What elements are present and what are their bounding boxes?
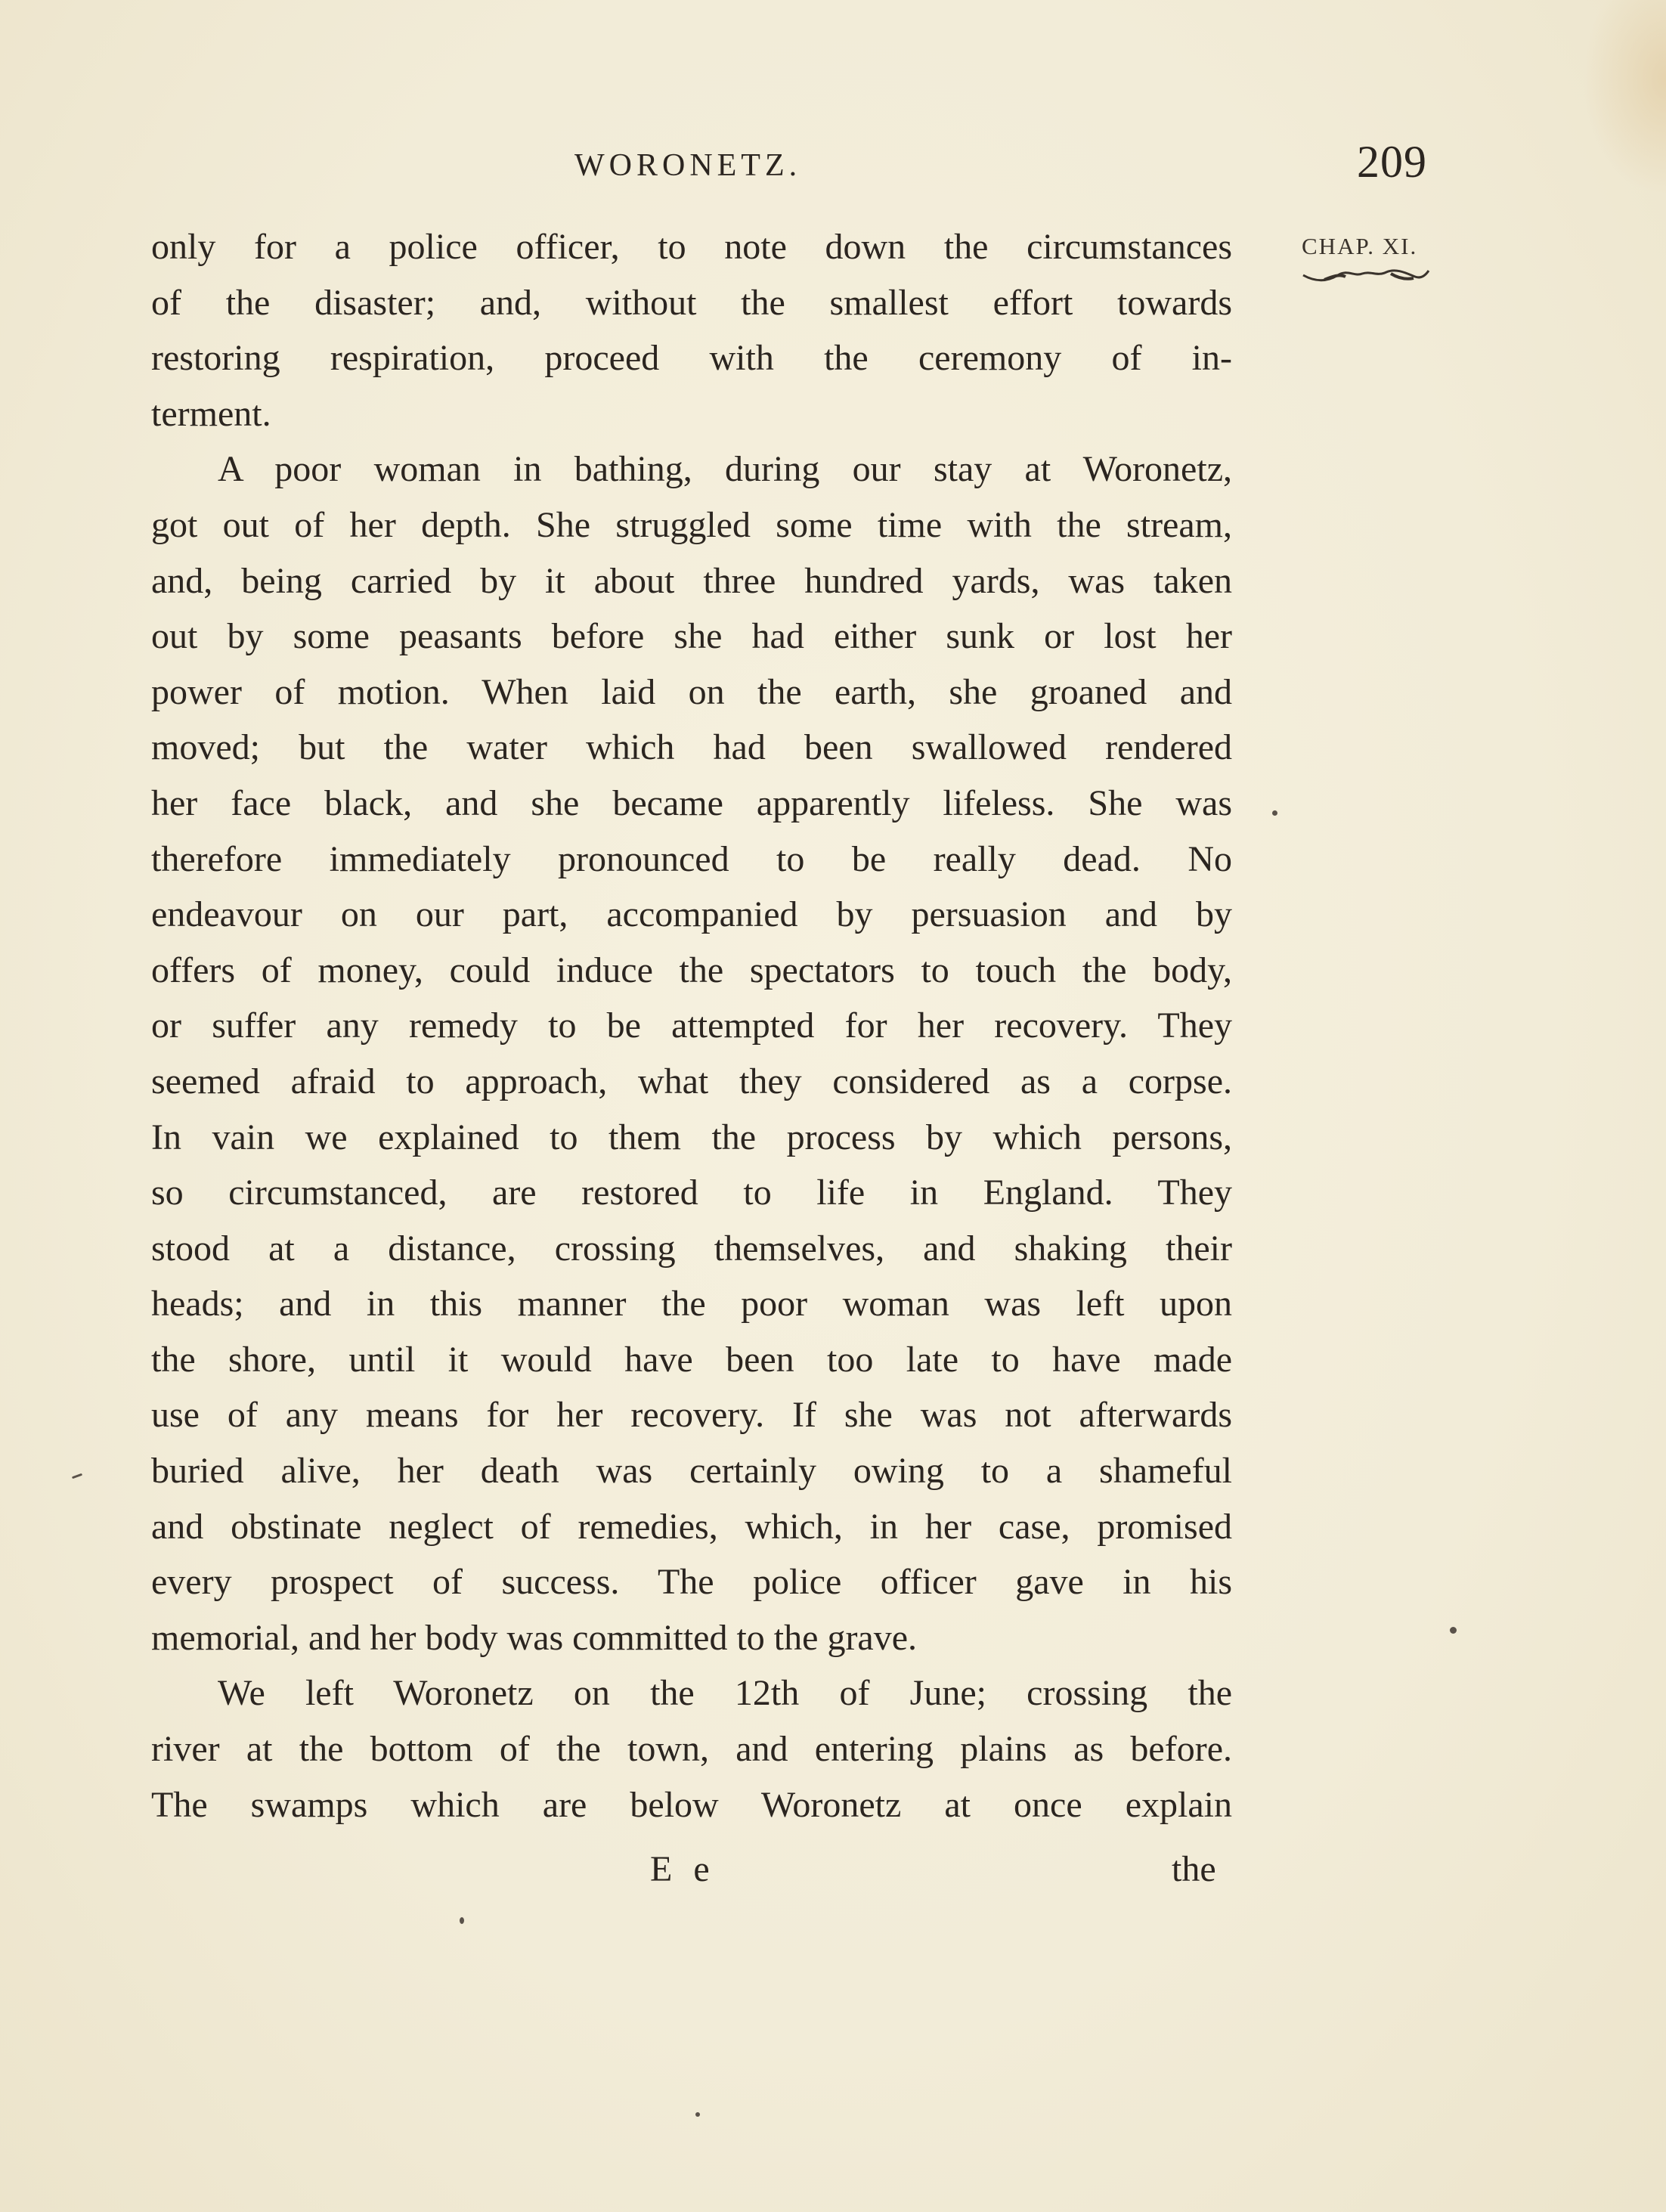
text-line: of the disaster; and, without the smallest effort towards [151,282,1232,323]
ink-speck [695,2112,700,2117]
text-line: In vain we explained to them the process by which persons, [151,1117,1232,1157]
text-line: power of motion. When laid on the earth, she groaned and [151,671,1232,712]
text-line: buried alive, her death was certainly owing to a shameful [151,1451,1232,1492]
paper-stain [1583,0,1666,197]
catchword: the [1172,1849,1216,1889]
text-line: and obstinate neglect of remedies, which, in her case, promised [151,1506,1232,1547]
running-head: WORONETZ. [574,148,802,183]
text-line: terment. [151,393,271,434]
text-line: therefore immediately pronounced to be really dead. No [151,838,1232,879]
text-line: her face black, and she became apparently lifeless. She was [151,782,1232,823]
text-line: The swamps which are below Woronetz at once explain [151,1784,1232,1825]
text-line: every prospect of success. The police officer gave in his [151,1562,1232,1603]
paragraph-start-line: We left Woronetz on the 12th of June; crossing the [218,1673,1232,1714]
text-line: so circumstanced, are restored to life in England. They [151,1173,1232,1213]
paragraph-start-line: A poor woman in bathing, during our stay at Woronetz, [218,449,1232,490]
text-line: and, being carried by it about three hundred yards, was taken [151,560,1232,601]
text-line: endeavour on our part, accompanied by persuasion and by [151,894,1232,935]
body-text [151,219,1232,1832]
text-line: offers of money, could induce the spectators to touch the body, [151,950,1232,990]
text-line: restoring respiration, proceed with the ceremony of in- [151,338,1232,379]
text-line: river at the bottom of the town, and entering plains as before. [151,1729,1232,1770]
text-line: seemed afraid to approach, what they considered as a corpse. [151,1061,1232,1101]
ink-speck [1450,1627,1457,1634]
text-line: heads; and in this manner the poor woman was left upon [151,1284,1232,1324]
page-footer [0,1848,1666,1901]
text-line: or suffer any remedy to be attempted for her recovery. They [151,1005,1232,1046]
text-line: got out of her depth. She struggled some time with the stream, [151,504,1232,545]
flourish-ornament [1302,266,1430,289]
ink-speck [460,1917,464,1924]
ink-speck [1272,810,1277,816]
text-line: the shore, until it would have been too late to have made [151,1339,1232,1380]
text-line: memorial, and her body was committed to the grave. [151,1617,918,1658]
text-line: moved; but the water which had been swallowed rendered [151,727,1232,768]
chapter-margin-note: CHAP. XI. [1302,233,1418,259]
ink-speck [72,1473,82,1479]
text-line: only for a police officer, to note down the circumstances [151,227,1232,267]
signature-mark: E e [650,1849,716,1889]
text-line: out by some peasants before she had either sunk or lost her [151,616,1232,657]
text-line: stood at a distance, crossing themselves, and shaking their [151,1228,1232,1269]
page-number: 209 [1357,137,1427,187]
text-line: use of any means for her recovery. If she was not afterwards [151,1395,1232,1436]
